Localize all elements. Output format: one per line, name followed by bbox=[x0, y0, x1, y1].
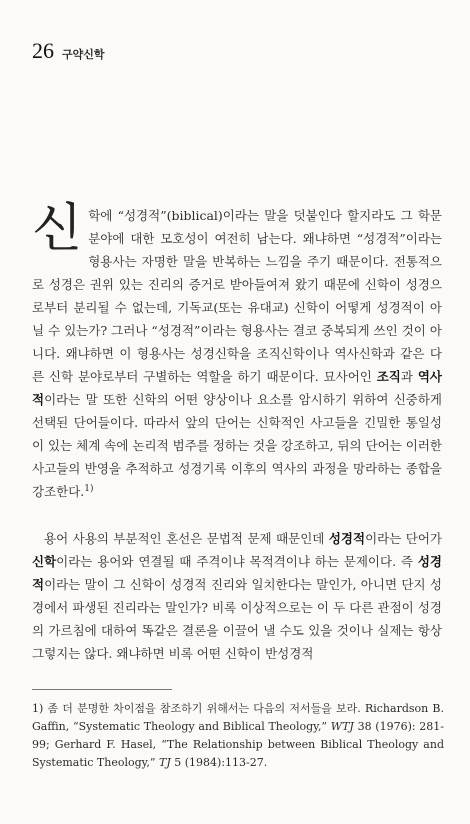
emphasis-term: 신학 bbox=[32, 554, 57, 569]
text-run: 이라는 말이 그 신학이 성경적 진리와 일치한다는 말인가, 아니면 단지 성경에서 파생된 진리라는 말인가? 비록 이상적으로는 이 두 다른 관점이 성경의 가르침에 대하여 똑같은 결론을 이끌어 낼 수도 있을 것이나 실제는 항상 그렇지는 않다. 왜냐하면 비록 어떤 신학이 반성경적 bbox=[32, 577, 442, 661]
emphasis-term: 성경적 bbox=[32, 554, 442, 592]
emphasis-term: 조직 bbox=[376, 369, 401, 384]
footnote-text: 좀 더 분명한 차이점을 참조하기 위해서는 다음의 저서들을 보라. Richardson B. Gaffin, “Systematic Theology and Biblical Theology,” bbox=[32, 702, 444, 733]
text-run: 이라는 단어가 bbox=[365, 531, 442, 546]
footnote-text: 5 (1984):113-27. bbox=[170, 756, 268, 769]
running-title: 구약신학 bbox=[62, 48, 105, 61]
emphasis-term: 성경적 bbox=[328, 531, 366, 546]
footnote-divider bbox=[32, 689, 172, 690]
page-number: 26 bbox=[32, 38, 54, 63]
paragraph-2 bbox=[32, 527, 442, 665]
main-text bbox=[32, 199, 442, 665]
footnote-reference[interactable]: 1) bbox=[84, 483, 94, 494]
journal-title: WTJ bbox=[330, 720, 354, 733]
text-run: 과 bbox=[400, 369, 418, 384]
text-run: 이라는 말 또한 신학의 어떤 양상이나 요소를 암시하기 위하여 신중하게 선택된 단어들이다. 따라서 앞의 단어는 신학적인 사고들을 긴밀한 통일성이 있는 체계 속에 논리적 범주를 정하는 것을 강조하고, 뒤의 단어는 이러한 사고들의 반영을 추적하고 성경기록 이후의 역사의 과정을 망라하는 종합을 강조한다. bbox=[32, 392, 442, 499]
text-run: 학에 “성경적”(biblical)이라는 말을 덧붙인다 할지라도 그 학문 분야에 대한 모호성이 여전히 남는다. 왜냐하면 “성경적”이라는 형용사는 자명한 말을 반복하는 느낌을 주기 때문이다. 전통적으로 성경은 권위 있는 진리의 증거로 받아들여져 왔기 때문에 신학이 성경으로부터 분리될 수 없는데, 기독교(또는 유대교) 신학이 어떻게 성경적이 아닐 수 있는가? 그러나 “성경적”이라는 형용사는 결코 중복되게 쓰인 것이 아니다. 왜냐하면 이 형용사는 성경신학을 조직신학이나 역사신학과 같은 다른 신학 분야로부터 구별하는 역할을 하기 때문이다. 묘사어인 bbox=[32, 208, 442, 384]
drop-cap: 신 bbox=[32, 199, 83, 259]
footnote-marker: 1) bbox=[32, 702, 44, 715]
text-run: 이라는 용어와 연결될 때 주격이냐 목적격이냐 하는 문제이다. 즉 bbox=[56, 554, 418, 569]
paragraph-1 bbox=[32, 199, 442, 503]
footnote-text: 38 (1976): 281-99; Gerhard F. Hasel, “The Relationship between Biblical Theology and Systematic Theology,” bbox=[32, 720, 444, 769]
journal-title: TJ bbox=[159, 756, 171, 769]
text-run: 용어 사용의 부분적인 혼선은 문법적 문제 때문인데 bbox=[44, 531, 329, 546]
footnote bbox=[32, 700, 444, 772]
emphasis-term: 역사적 bbox=[32, 369, 442, 407]
page-header bbox=[32, 38, 105, 64]
